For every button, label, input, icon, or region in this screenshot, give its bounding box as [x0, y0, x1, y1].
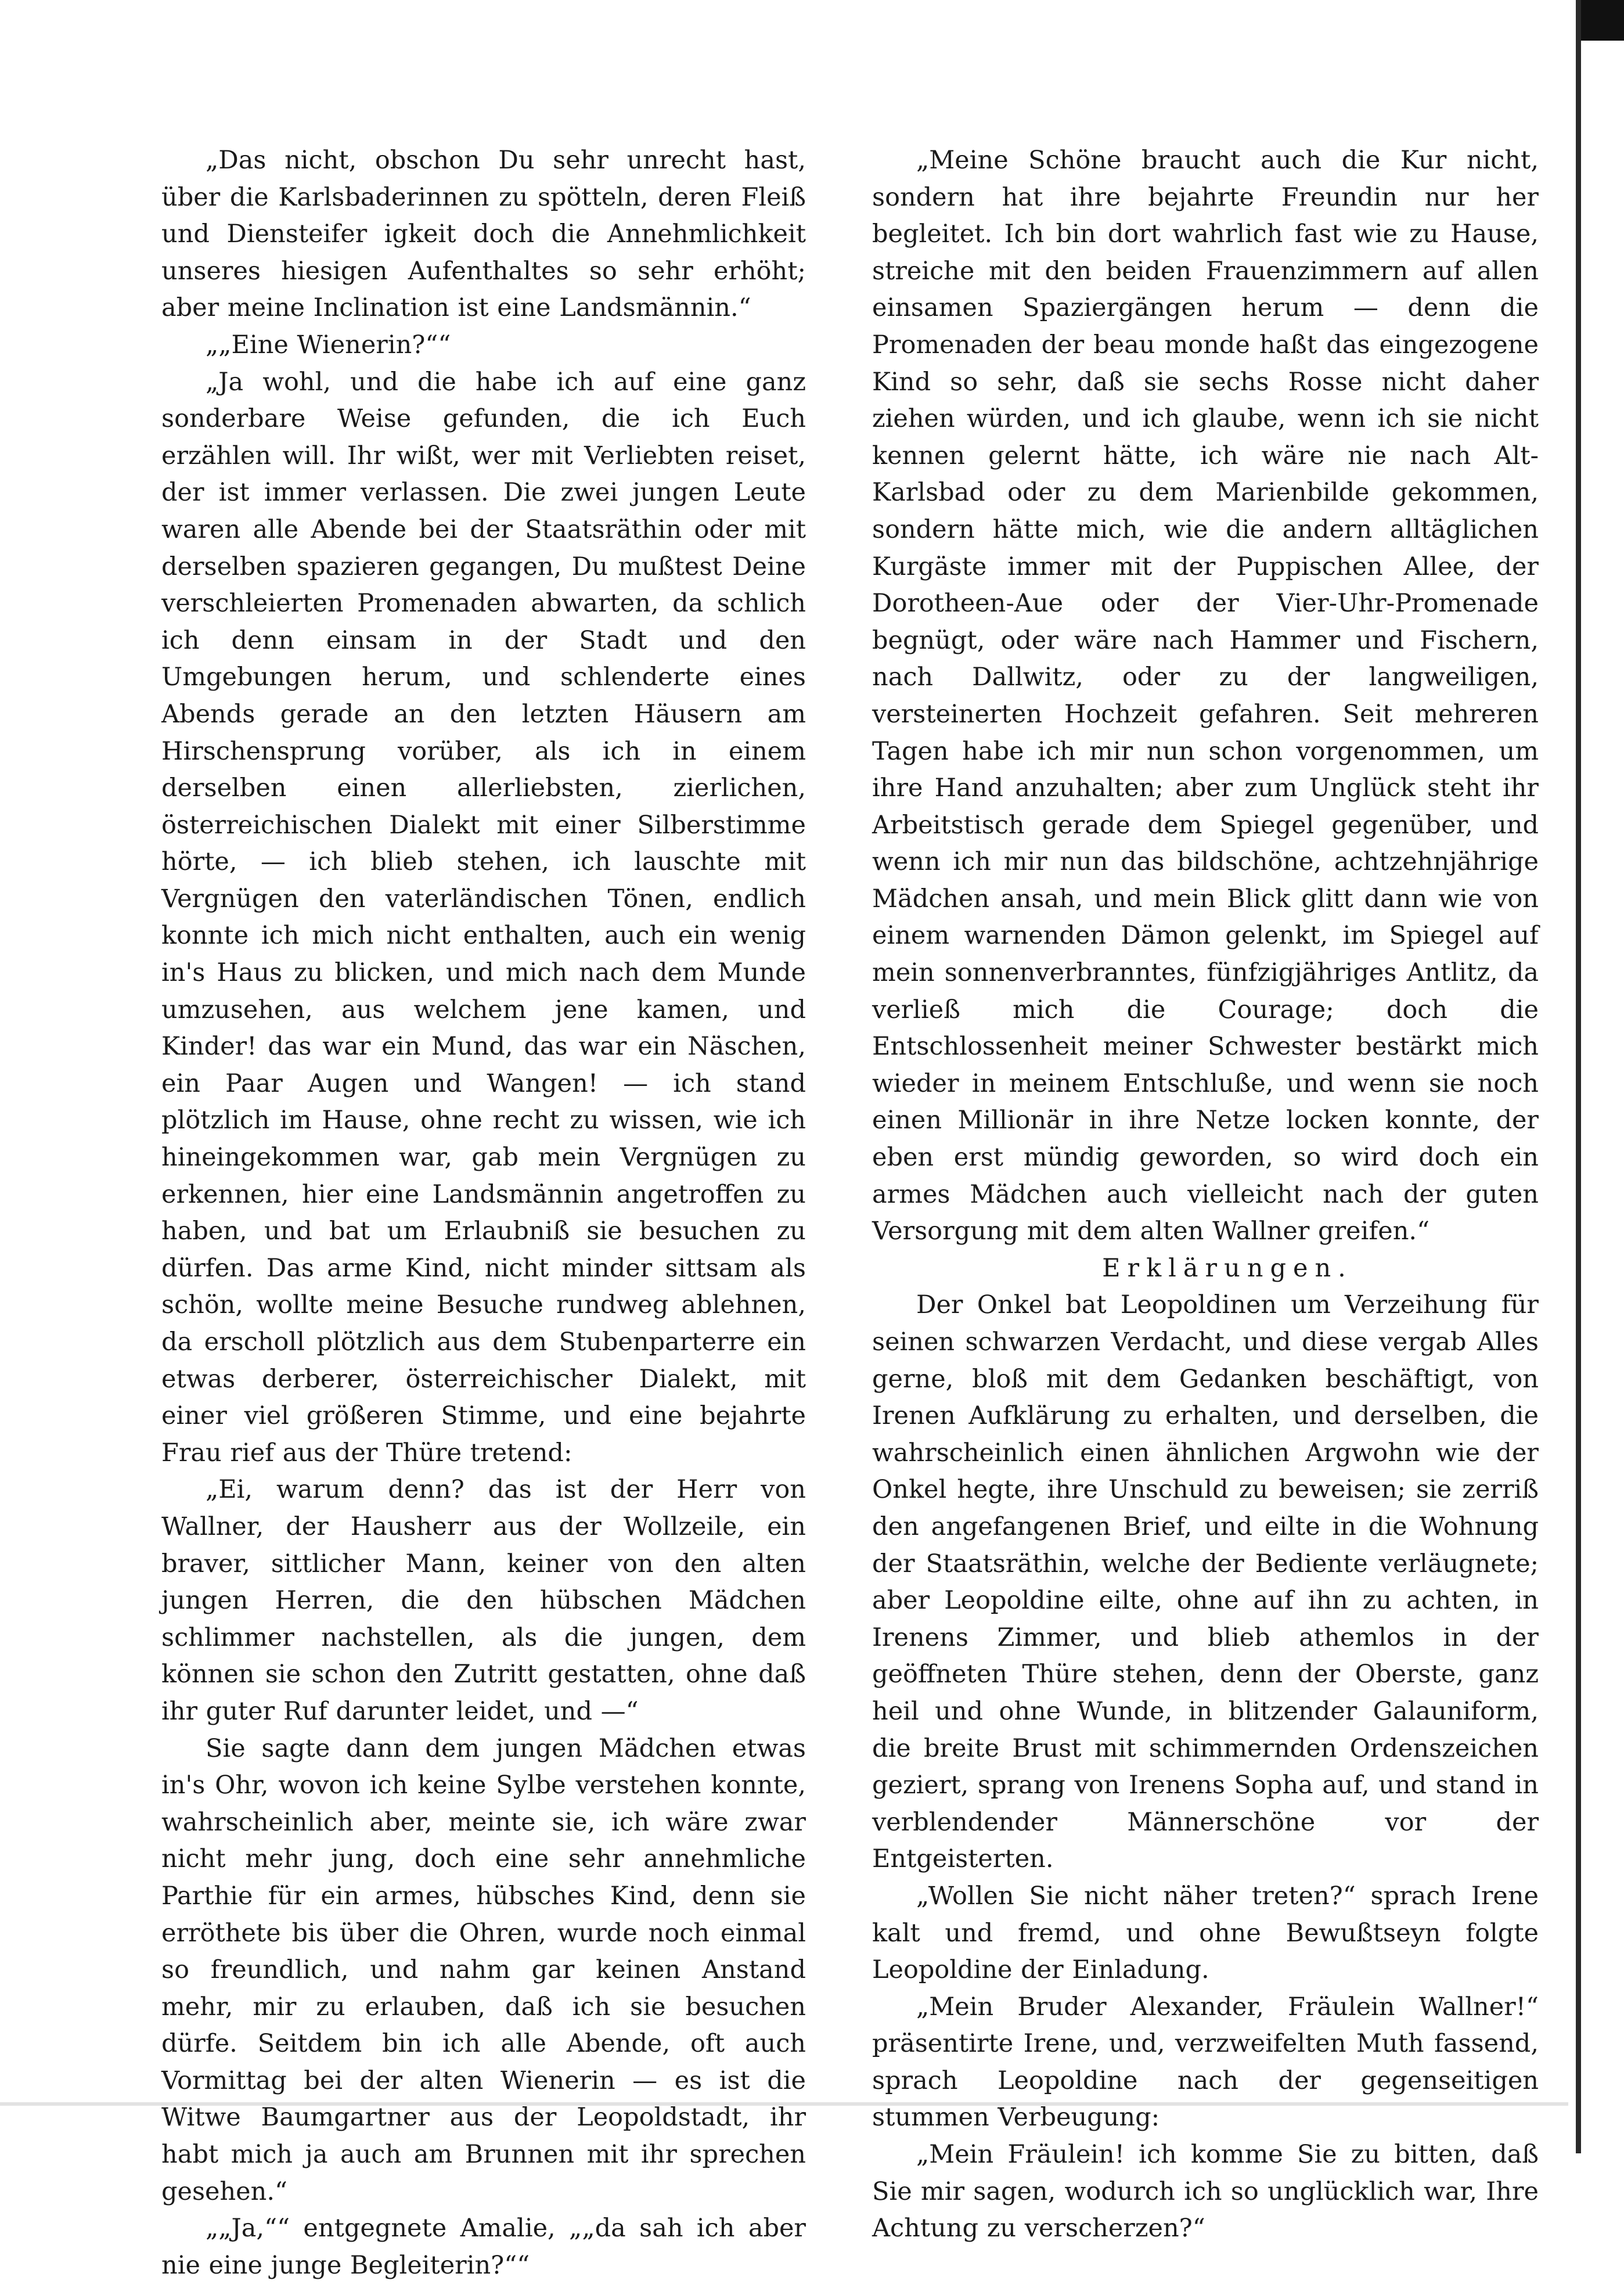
left-text-column: [161, 142, 806, 2284]
paragraph: „Mein Bruder Alexander, Fräulein Wallner!“ präsentirte Irene, und, verzweifelten Muth fassend, sprach Leopoldine nach der gegenseitigen stummen Verbeugung:: [872, 1992, 1539, 2132]
paragraph: Der Onkel bat Leopoldinen um Verzeihung für seinen schwarzen Verdacht, und diese vergab Alles gerne, bloß mit dem Gedanken beschäftigt, von Irenen Aufklärung zu erhalten, und derselben, die wahrscheinlich einen ähnlichen Argwohn wie der Onkel hegte, ihre Unschuld zu beweisen; sie zerriß den angefangenen Brief, und eilte in die Wohnung der Staatsräthin, welche der Bediente verläugnete; aber Leopoldine eilte, ohne auf ihn zu achten, in Irenens Zimmer, und blieb athemlos in der geöffneten Thüre stehen, denn der Oberste, ganz heil und ohne Wunde, in blitzender Galauniform, die breite Brust mit schimmernden Ordenszeichen geziert, sprang von Irenens Sopha auf, und stand in verblendender Männerschöne vor der Entgeisterten.: [872, 1290, 1539, 1874]
paragraph: „Mein Fräulein! ich komme Sie zu bitten, daß Sie mir sagen, wodurch ich so unglücklich war, Ihre Achtung zu verscherzen?“: [872, 2140, 1539, 2243]
paragraph: „Wollen Sie nicht näher treten?“ sprach Irene kalt und fremd, und ohne Bewußtseyn folgte Leopoldine der Einladung.: [872, 1881, 1539, 1985]
paragraph: „„Eine Wienerin?““: [206, 330, 451, 359]
right-text-column: [872, 142, 1539, 2247]
page-right-edge-line: [1576, 0, 1581, 2153]
paragraph: Sie sagte dann dem jungen Mädchen etwas in's Ohr, wovon ich keine Sylbe verstehen konnte, wahrscheinlich aber, meinte sie, ich wäre zwar nicht mehr jung, doch eine sehr annehmliche Parthie für ein armes, hübsches Kind, denn sie erröthete bis über die Ohren, wurde noch einmal so freundlich, und nahm gar keinen Anstand mehr, mir zu erlauben, daß ich sie besuchen dürfe. Seitdem bin ich alle Abende, oft auch Vormittag bei der alten Wienerin — es ist die Witwe Baumgartner aus der Leopoldstadt, ihr habt mich ja auch am Brunnen mit ihr sprechen gesehen.“: [161, 1733, 806, 2206]
paragraph: „„Ja,““ entgegnete Amalie, „„da sah ich aber nie eine junge Begleiterin?““: [161, 2214, 806, 2280]
paragraph: „Das nicht, obschon Du sehr unrecht hast, über die Karlsbaderinnen zu spötteln, deren Fleiß und Diensteifer igkeit doch die Annehmlichkeit unseres hiesigen Aufenthaltes so sehr erhöht; aber meine Inclination ist eine Landsmännin.“: [161, 146, 806, 323]
paragraph: „Ei, warum denn? das ist der Herr von Wallner, der Hausherr aus der Wollzeile, ein braver, sittlicher Mann, keiner von den alten jungen Herren, die den hübschen Mädchen schlimmer nachstellen, als die jungen, dem können sie schon den Zutritt gestatten, ohne daß ihr guter Ruf darunter leidet, und —“: [161, 1475, 806, 1726]
page-corner-tab: [1581, 0, 1624, 41]
paragraph: „Meine Schöne braucht auch die Kur nicht, sondern hat ihre bejahrte Freundin nur her begleitet. Ich bin dort wahrlich fast wie zu Hause, streiche mit den beiden Frauenzimmern auf allen einsamen Spaziergängen herum — denn die Promenaden der beau monde haßt das eingezogene Kind so sehr, daß sie sechs Rosse nicht daher ziehen würden, und ich glaube, wenn ich sie nicht kennen gelernt hätte, ich wäre nie nach Alt-Karlsbad oder zu dem Marienbilde gekommen, sondern hätte mich, wie die andern alltäglichen Kurgäste immer mit der Puppischen Allee, der Dorotheen-Aue oder der Vier-Uhr-Promenade begnügt, oder wäre nach Hammer und Fischern, nach Dallwitz, oder zu der langweiligen, versteinerten Hochzeit gefahren. Seit mehreren Tagen habe ich mir nun schon vorgenommen, um ihre Hand anzuhalten; aber zum Unglück steht ihr Arbeitstisch gerade dem Spiegel gegenüber, und wenn ich mir nun das bildschöne, achtzehnjährige Mädchen ansah, und mein Blick glitt dann wie von einem warnenden Dämon gelenkt, im Spiegel auf mein sonnenverbranntes, fünfzigjähriges Antlitz, da verließ mich die Courage; doch die Entschlossenheit meiner Schwester bestärkt mich wieder in meinem Entschluße, und wenn sie noch einen Millionär in ihre Netze locken konnte, der eben erst mündig geworden, so wird doch ein armes Mädchen auch vielleicht nach der guten Versorgung mit dem alten Wallner greifen.“: [872, 146, 1539, 1246]
paragraph: „Ja wohl, und die habe ich auf eine ganz sonderbare Weise gefunden, die ich Euch erzählen will. Ihr wißt, wer mit Verliebten reiset, der ist immer verlassen. Die zwei jungen Leute waren alle Abende bei der Staatsräthin oder mit derselben spazieren gegangen, Du mußtest Deine verschleierten Promenaden abwarten, da schlich ich denn einsam in der Stadt und den Umgebungen herum, und schlenderte eines Abends gerade an den letzten Häusern am Hirschensprung vorüber, als ich in einem derselben einen allerliebsten, zierlichen, österreichischen Dialekt mit einer Silberstimme hörte, — ich blieb stehen, ich lauschte mit Vergnügen den vaterländischen Tönen, endlich konnte ich mich nicht enthalten, auch ein wenig in's Haus zu blicken, und mich nach dem Munde umzusehen, aus welchem jene kamen, und Kinder! das war ein Mund, das war ein Näschen, ein Paar Augen und Wangen! — ich stand plötzlich im Hause, ohne recht zu wissen, wie ich hineingekommen war, gab mein Vergnügen zu erkennen, hier eine Landsmännin angetroffen zu haben, und bat um Erlaubniß sie besuchen zu dürfen. Das arme Kind, nicht minder sittsam als schön, wollte meine Besuche rundweg ablehnen, da erscholl plötzlich aus dem Stubenparterre ein etwas derberer, österreichischer Dialekt, mit einer viel größeren Stimme, und eine bejahrte Frau rief aus der Thüre tretend:: [161, 367, 806, 1467]
section-heading: Erklärungen.: [1102, 1253, 1353, 1283]
